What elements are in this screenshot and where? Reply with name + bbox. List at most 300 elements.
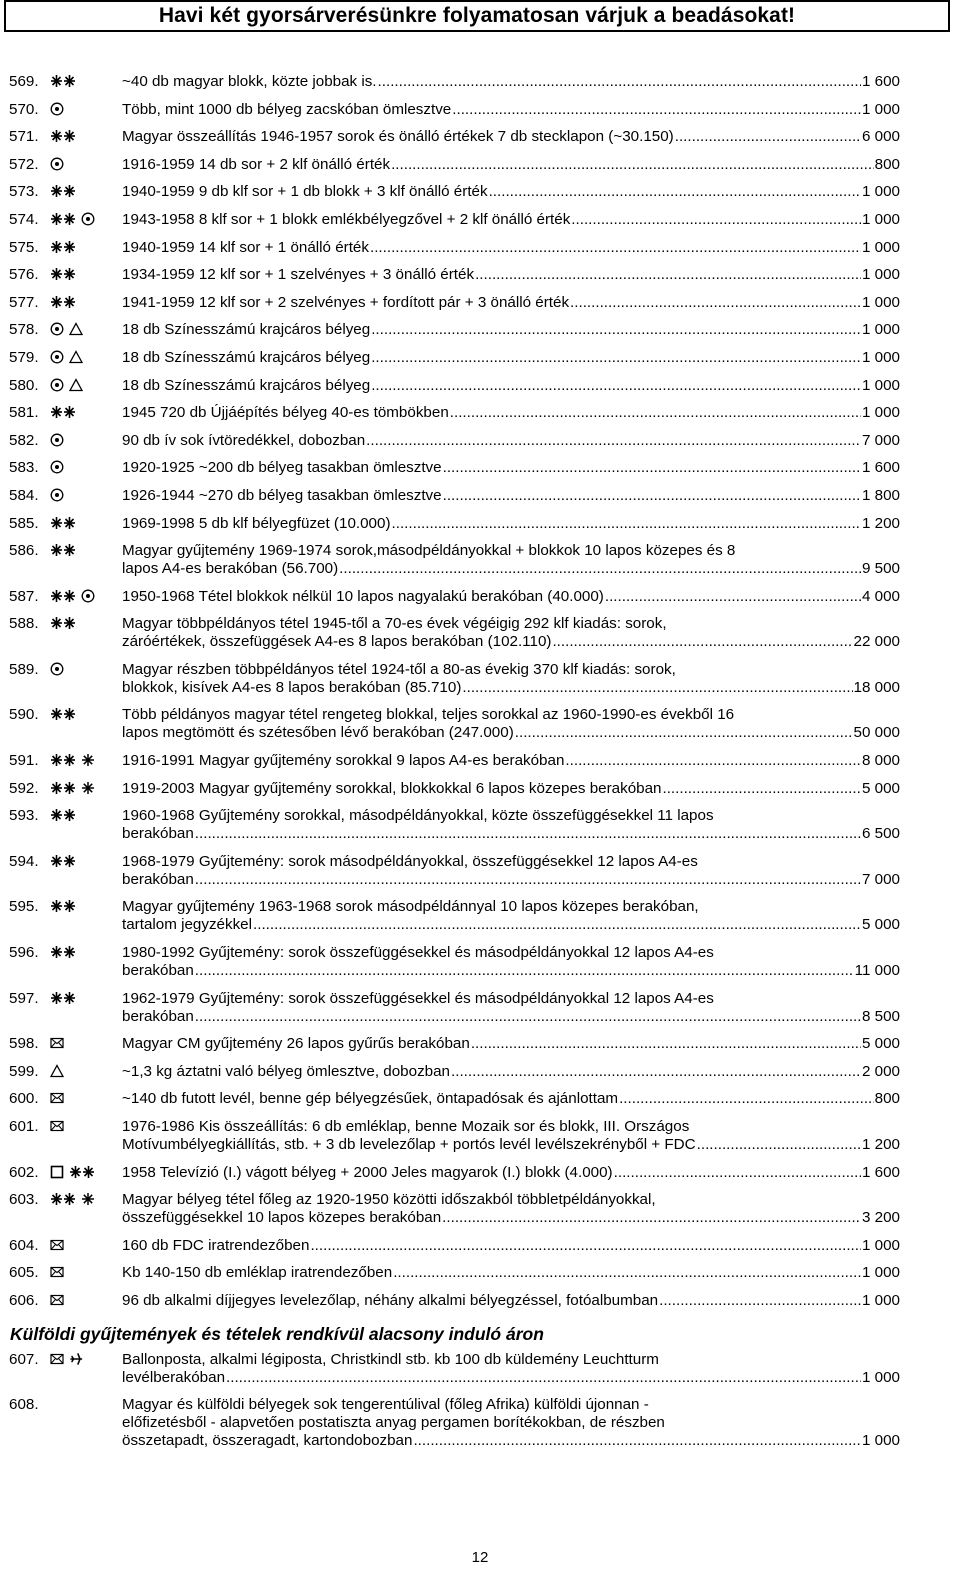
dot-leader [471, 1035, 861, 1053]
lot-description [122, 128, 900, 146]
lot-number: 608. [9, 1396, 39, 1414]
dot-leader [515, 724, 853, 742]
lot-item [0, 183, 960, 211]
lot-item [0, 239, 960, 267]
lot-condition-icons [50, 378, 83, 392]
lot-description-line: berakóban [122, 825, 194, 843]
lot-description-line: Magyar többpéldányos tétel 1945-től a 70-es évek végéigig 292 klf kiadás: sorok, [122, 615, 667, 633]
lot-number: 604. [9, 1236, 39, 1254]
starting-price: 800 [874, 155, 900, 173]
lot-description [122, 542, 900, 578]
lot-description [122, 377, 900, 395]
starting-price: 1 000 [861, 1432, 900, 1450]
lot-description-line: 1958 Televízió (I.) vágott bélyeg + 2000 Jeles magyarok (I.) blokk (4.000) [122, 1163, 613, 1181]
lot-description-line: 1940-1959 9 db klf sor + 1 db blokk + 3 klf önálló érték [122, 183, 488, 201]
hinged-star-icon [81, 753, 95, 767]
lot-description [122, 1035, 900, 1053]
lot-number: 577. [9, 293, 39, 311]
lot-item [0, 807, 960, 853]
starting-price: 1 000 [861, 1368, 900, 1386]
lot-number: 570. [9, 100, 39, 118]
lot-item [0, 432, 960, 460]
lot-condition-icons [50, 1119, 64, 1133]
lot-description [122, 853, 900, 889]
starting-price: 5 000 [861, 916, 900, 934]
lot-condition-icons [50, 460, 64, 474]
lot-description [122, 990, 900, 1026]
starting-price: 1 000 [861, 100, 900, 118]
lot-description-line: 1960-1968 Gyűjtemény sorokkal, másodpéldányokkal, közte összefüggésekkel 11 lapos [122, 807, 714, 825]
starting-price: 9 500 [861, 560, 900, 578]
lot-condition-icons [50, 991, 76, 1005]
starting-price: 800 [874, 1090, 900, 1108]
dot-leader [565, 752, 861, 770]
lot-condition-icons [50, 1192, 95, 1206]
hinged-star-icon [81, 781, 95, 795]
envelope-icon [50, 1352, 64, 1366]
lot-item [0, 1237, 960, 1265]
lot-item [0, 349, 960, 377]
mint-stars-icon [69, 1165, 95, 1179]
lot-description-line: lapos A4-es berakóban (56.700) [122, 560, 339, 578]
dot-leader [195, 871, 861, 889]
lot-number: 591. [9, 752, 39, 770]
lot-item [0, 101, 960, 129]
lot-number: 569. [9, 73, 39, 90]
dot-leader [253, 916, 861, 934]
lot-condition-icons [50, 488, 64, 502]
starting-price: 6 500 [861, 825, 900, 843]
dot-leader [391, 156, 874, 174]
lot-item [0, 404, 960, 432]
lot-number: 605. [9, 1264, 39, 1282]
starting-price: 4 000 [861, 587, 900, 605]
lot-item [0, 377, 960, 405]
lot-description [122, 752, 900, 770]
lot-description [122, 1351, 900, 1387]
section-heading: Külföldi gyűjtemények és tételek rendkívül alacsony induló áron [10, 1323, 544, 1344]
lot-condition-icons [50, 516, 76, 530]
lot-description-line: Magyar CM gyűjtemény 26 lapos gyűrűs berakóban [122, 1035, 470, 1053]
used-cancel-icon [50, 460, 64, 474]
lot-description-line: berakóban [122, 870, 194, 888]
dot-leader [451, 1063, 861, 1081]
starting-price: 1 000 [861, 238, 900, 256]
lot-description [122, 898, 900, 934]
lot-condition-icons [50, 899, 76, 913]
lot-number: 606. [9, 1291, 39, 1309]
lot-description-line: 18 db Színesszámú krajcáros bélyeg [122, 376, 371, 394]
lot-number: 595. [9, 898, 39, 916]
lot-description-line: Ballonposta, alkalmi légiposta, Christkindl stb. kb 100 db küldemény Leuchtturm [122, 1350, 659, 1368]
lot-description [122, 349, 900, 367]
lot-description-line: lapos megtömött és szétesőben lévő berakóban (247.000) [122, 724, 514, 742]
page-number: 12 [471, 1549, 489, 1566]
lot-number: 590. [9, 706, 39, 724]
lot-number: 586. [9, 542, 39, 560]
lot-condition-icons [50, 854, 76, 868]
mint-stars-icon [50, 543, 76, 557]
starting-price: 8 500 [861, 1007, 900, 1025]
page-banner: Havi két gyorsárverésünkre folyamatosan várjuk a beadásokat! [4, 0, 950, 32]
lot-number: 596. [9, 944, 39, 962]
lot-condition-icons [50, 753, 95, 767]
envelope-icon [50, 1293, 64, 1307]
lot-description [122, 706, 900, 742]
lot-item [0, 615, 960, 661]
lot-condition-icons [50, 1064, 64, 1078]
lot-description-line: berakóban [122, 962, 194, 980]
starting-price: 1 200 [861, 514, 900, 532]
lot-description-line: Magyar részben többpéldányos tétel 1924-től a 80-as évekig 370 klf kiadás: sorok, [122, 660, 676, 678]
lot-condition-icons [50, 350, 83, 364]
lot-number: 594. [9, 852, 39, 870]
lot-number: 593. [9, 807, 39, 825]
dot-leader [370, 239, 861, 257]
lot-item [0, 1351, 960, 1397]
lot-item [0, 266, 960, 294]
starting-price: 1 600 [861, 459, 900, 477]
dot-leader [310, 1237, 861, 1255]
mint-stars-icon [50, 516, 76, 530]
lot-number: 582. [9, 431, 39, 449]
used-cancel-icon [50, 433, 64, 447]
lot-condition-icons [50, 295, 76, 309]
lot-description-line: 1941-1959 12 klf sor + 2 szelvényes + fordított pár + 3 önálló érték [122, 293, 570, 311]
lot-description-line: Magyar gyűjtemény 1963-1968 sorok másodpéldánnyal 10 lapos közepes berakóban, [122, 898, 699, 916]
lot-number: 578. [9, 321, 39, 339]
lot-condition-icons [50, 616, 76, 630]
lot-condition-icons [50, 405, 76, 419]
lot-condition-icons [50, 1165, 95, 1179]
lot-number: 585. [9, 514, 39, 532]
lot-description [122, 1063, 900, 1081]
lot-number: 579. [9, 348, 39, 366]
lot-condition-icons [50, 662, 64, 676]
dot-leader [339, 560, 861, 578]
envelope-icon [50, 1036, 64, 1050]
used-cancel-icon [50, 662, 64, 676]
dot-leader [697, 1136, 861, 1154]
airplane-icon [69, 1352, 83, 1366]
lot-description [122, 1090, 900, 1108]
auction-lot-list [0, 73, 960, 1460]
lot-description-line: ~1,3 kg áztatni való bélyeg ömlesztve, dobozban [122, 1062, 451, 1080]
used-cancel-icon [50, 350, 64, 364]
lot-description [122, 156, 900, 174]
lot-item [0, 1118, 960, 1164]
starting-price: 8 000 [861, 752, 900, 770]
lot-description-line: 1934-1959 12 klf sor + 1 szelvényes + 3 önálló érték [122, 266, 475, 284]
lot-number: 573. [9, 183, 39, 201]
lot-condition-icons [50, 1265, 64, 1279]
lot-number: 572. [9, 155, 39, 173]
imperforate-square-icon [50, 1165, 64, 1179]
lot-description [122, 780, 900, 798]
lot-description-line: Magyar bélyeg tétel főleg az 1920-1950 közötti időszakból többletpéldányokkal, [122, 1191, 656, 1209]
mint-stars-icon [50, 295, 76, 309]
lot-item [0, 487, 960, 515]
starting-price: 7 000 [861, 870, 900, 888]
dot-leader [552, 633, 852, 651]
lot-item [0, 1035, 960, 1063]
dot-leader [614, 1164, 861, 1182]
dot-leader [443, 487, 861, 505]
lot-description [122, 487, 900, 505]
lot-condition-icons [50, 589, 95, 603]
lot-number: 603. [9, 1191, 39, 1209]
starting-price: 1 000 [861, 376, 900, 394]
envelope-icon [50, 1238, 64, 1252]
mint-stars-icon [50, 899, 76, 913]
dot-leader [371, 349, 861, 367]
lot-condition-icons [50, 1293, 64, 1307]
lot-condition-icons [50, 157, 64, 171]
lot-number: 575. [9, 238, 39, 256]
lot-number: 583. [9, 459, 39, 477]
lot-condition-icons [50, 184, 76, 198]
mint-stars-icon [50, 707, 76, 721]
lot-description-line: 18 db Színesszámú krajcáros bélyeg [122, 348, 371, 366]
lot-description-line: ~40 db magyar blokk, közte jobbak is. [122, 73, 377, 90]
dot-leader [413, 1432, 861, 1450]
triangle-icon [69, 378, 83, 392]
lot-number: 580. [9, 376, 39, 394]
lot-description [122, 615, 900, 651]
lot-number: 576. [9, 266, 39, 284]
lot-item [0, 898, 960, 944]
dot-leader [195, 825, 861, 843]
lot-description-line: Magyar gyűjtemény 1969-1974 sorok,másodpéldányokkal + blokkok 10 lapos közepes és 8 [122, 542, 736, 560]
dot-leader [570, 294, 861, 312]
lot-item [0, 128, 960, 156]
used-cancel-icon [50, 378, 64, 392]
lot-condition-icons [50, 707, 76, 721]
mint-stars-icon [50, 240, 76, 254]
starting-price: 1 800 [861, 486, 900, 504]
dot-leader [659, 1292, 861, 1310]
lot-description-line: Több példányos magyar tétel rengeteg blokkal, teljes sorokkal az 1960-1990-es évekből 16 [122, 706, 735, 724]
lot-item [0, 1164, 960, 1192]
starting-price: 1 000 [861, 1264, 900, 1282]
used-cancel-icon [81, 589, 95, 603]
starting-price: 1 000 [861, 348, 900, 366]
mint-stars-icon [50, 991, 76, 1005]
lot-description [122, 1118, 900, 1154]
lot-condition-icons [50, 1091, 64, 1105]
lot-item [0, 321, 960, 349]
used-cancel-icon [50, 157, 64, 171]
lot-number: 589. [9, 660, 39, 678]
lot-description-line: 1945 720 db Újjáépítés bélyeg 40-es tömbökben [122, 404, 449, 422]
envelope-icon [50, 1265, 64, 1279]
lot-item [0, 459, 960, 487]
lot-description [122, 1396, 900, 1450]
starting-price: 1 000 [861, 293, 900, 311]
mint-stars-icon [50, 184, 76, 198]
envelope-icon [50, 1091, 64, 1105]
starting-price: 1 000 [861, 1236, 900, 1254]
lot-number: 599. [9, 1062, 39, 1080]
lot-description [122, 1264, 900, 1282]
triangle-icon [50, 1064, 64, 1078]
lot-item [0, 1063, 960, 1091]
mint-stars-icon [50, 212, 76, 226]
lot-item [0, 752, 960, 780]
starting-price: 1 200 [861, 1136, 900, 1153]
dot-leader [442, 1209, 861, 1227]
used-cancel-icon [50, 488, 64, 502]
mint-stars-icon [50, 74, 76, 88]
lot-description-line: Kb 140-150 db emléklap iratrendezőben [122, 1264, 393, 1282]
dot-leader [571, 211, 861, 229]
dot-leader [393, 1264, 861, 1282]
mint-stars-icon [50, 781, 76, 795]
used-cancel-icon [50, 322, 64, 336]
lot-condition-icons [50, 1238, 64, 1252]
lot-description-line: Több, mint 1000 db bélyeg zacskóban ömlesztve [122, 100, 452, 118]
lot-item [0, 1090, 960, 1118]
starting-price: 6 000 [861, 128, 900, 146]
lot-item [0, 990, 960, 1036]
lot-condition-icons [50, 1352, 83, 1366]
lot-item [0, 515, 960, 543]
dot-leader [619, 1090, 874, 1108]
lot-description-line: 96 db alkalmi díjjegyes levelezőlap, néhány alkalmi bélyegzéssel, fotóalbumban [122, 1291, 659, 1309]
lot-item [0, 853, 960, 899]
lot-condition-icons [50, 129, 76, 143]
dot-leader [675, 128, 861, 146]
used-cancel-icon [50, 102, 64, 116]
lot-condition-icons [50, 102, 64, 116]
lot-description [122, 432, 900, 450]
lot-description-line: előfizetésből - alapvetően postatiszta anyag pergamen borítékokban, de részben [122, 1414, 665, 1432]
dot-leader [475, 266, 861, 284]
lot-condition-icons [50, 433, 64, 447]
dot-leader [489, 183, 861, 201]
lot-description-line: 1916-1991 Magyar gyűjtemény sorokkal 9 lapos A4-es berakóban [122, 752, 565, 770]
mint-stars-icon [50, 854, 76, 868]
lot-number: 597. [9, 989, 39, 1007]
lot-description-line: 1980-1992 Gyűjtemény: sorok összefüggésekkel és másodpéldányokkal 12 lapos A4-es [122, 944, 714, 962]
mint-stars-icon [50, 616, 76, 630]
used-cancel-icon [81, 212, 95, 226]
lot-description-line: 1950-1968 Tétel blokkok nélkül 10 lapos nagyalakú berakóban (40.000) [122, 587, 604, 605]
lot-description [122, 266, 900, 284]
lot-condition-icons [50, 808, 76, 822]
lot-description [122, 459, 900, 477]
lot-item [0, 588, 960, 616]
starting-price: 1 000 [861, 210, 900, 228]
lot-condition-icons [50, 945, 76, 959]
lot-item [0, 706, 960, 752]
lot-description [122, 73, 900, 91]
lot-description [122, 807, 900, 843]
envelope-icon [50, 1119, 64, 1133]
lot-number: 598. [9, 1035, 39, 1053]
lot-description-line: Magyar és külföldi bélyegek sok tengerentúlival (főleg Afrika) külföldi újonnan - [122, 1396, 649, 1414]
lot-description-line: tartalom jegyzékkel [122, 916, 252, 934]
lot-number: 587. [9, 587, 39, 605]
lot-description-line: 1962-1979 Gyűjtemény: sorok összefüggésekkel és másodpéldányokkal 12 lapos A4-es [122, 989, 714, 1007]
lot-item [0, 661, 960, 707]
lot-condition-icons [50, 212, 95, 226]
dot-leader [605, 588, 861, 606]
lot-number: 584. [9, 486, 39, 504]
lot-description-line: berakóban [122, 1007, 194, 1025]
dot-leader [662, 780, 861, 798]
lot-description [122, 944, 900, 980]
lot-number: 592. [9, 779, 39, 797]
lot-number: 581. [9, 404, 39, 422]
starting-price: 3 200 [861, 1209, 900, 1227]
lot-condition-icons [50, 1036, 64, 1050]
lot-item [0, 1292, 960, 1320]
starting-price: 50 000 [853, 724, 900, 742]
mint-stars-icon [50, 753, 76, 767]
lot-number: 600. [9, 1090, 39, 1108]
starting-price: 1 600 [861, 73, 900, 90]
lot-description-line: 1926-1944 ~270 db bélyeg tasakban ömlesztve [122, 486, 442, 504]
lot-item [0, 73, 960, 101]
triangle-icon [69, 350, 83, 364]
lot-item [0, 1396, 960, 1460]
lot-item [0, 294, 960, 322]
lot-description [122, 239, 900, 257]
lot-number: 574. [9, 210, 39, 228]
dot-leader [462, 679, 852, 697]
dot-leader [195, 1008, 861, 1026]
starting-price: 1 000 [861, 321, 900, 339]
lot-description [122, 404, 900, 422]
mint-stars-icon [50, 405, 76, 419]
starting-price: 7 000 [861, 431, 900, 449]
lot-description [122, 515, 900, 533]
lot-item [0, 780, 960, 808]
starting-price: 5 000 [861, 1035, 900, 1053]
lot-item [0, 1191, 960, 1237]
lot-description [122, 588, 900, 606]
lot-condition-icons [50, 543, 76, 557]
dot-leader [195, 962, 854, 980]
dot-leader [378, 73, 861, 91]
dot-leader [226, 1369, 861, 1387]
lot-item [0, 156, 960, 184]
lot-description [122, 183, 900, 201]
lot-number: 571. [9, 128, 39, 146]
lot-condition-icons [50, 322, 83, 336]
lot-description-line: 1969-1998 5 db klf bélyegfüzet (10.000) [122, 514, 391, 532]
lot-item [0, 211, 960, 239]
lot-number: 607. [9, 1350, 39, 1368]
starting-price: 1 000 [861, 183, 900, 201]
lot-number: 602. [9, 1163, 39, 1181]
mint-stars-icon [50, 589, 76, 603]
lot-number: 588. [9, 615, 39, 633]
lot-item [0, 944, 960, 990]
mint-stars-icon [50, 129, 76, 143]
lot-description-line: 1920-1925 ~200 db bélyeg tasakban ömlesztve [122, 459, 442, 477]
dot-leader [443, 459, 861, 477]
starting-price: 1 000 [861, 266, 900, 284]
lot-number: 601. [9, 1118, 39, 1135]
mint-stars-icon [50, 945, 76, 959]
lot-description-line: ~140 db futott levél, benne gép bélyegzésűek, öntapadósak és ajánlottam [122, 1090, 619, 1108]
dot-leader [371, 321, 861, 339]
starting-price: 22 000 [853, 633, 900, 651]
lot-description-line: 1968-1979 Gyűjtemény: sorok másodpéldányokkal, összefüggésekkel 12 lapos A4-es [122, 852, 698, 870]
dot-leader [366, 432, 861, 450]
